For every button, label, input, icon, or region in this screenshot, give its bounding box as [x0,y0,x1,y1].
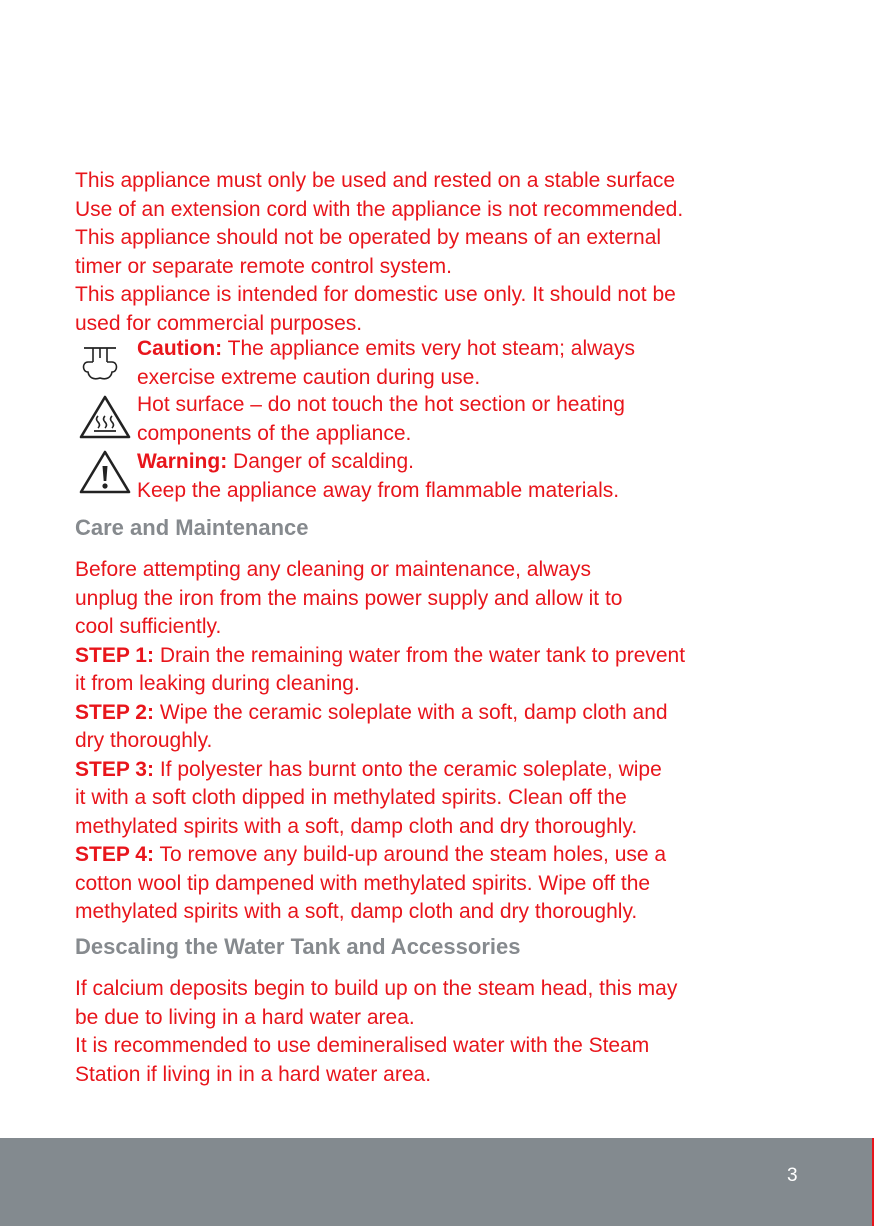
care-intro-line: Before attempting any cleaning or maintenance, always [75,558,591,581]
step-text: it with a soft cloth dipped in methylated spirits. Clean off the [75,786,627,809]
hot-surface-text: Hot surface – do not touch the hot section or heating [137,393,625,416]
descaling-line: If calcium deposits begin to build up on the steam head, this may [75,977,678,1000]
caution-label: Caution: [137,337,223,360]
step-text: cotton wool tip dampened with methylated spirits. Wipe off the [75,871,651,895]
caution-text: The appliance emits very hot steam; always [222,337,635,360]
intro-line: This appliance should not be operated by means of an external [75,226,662,249]
page-footer [0,1138,874,1226]
descaling-line: It is recommended to use demineralised water with the Steam [75,1034,650,1057]
intro-text [75,167,815,338]
step-label: STEP 4: [75,843,154,866]
steam-icon [80,345,120,385]
warning-icon [78,449,132,495]
caution-text: exercise extreme caution during use. [137,365,481,389]
warning-text: Danger of scalding. [227,450,414,473]
care-intro-line: cool sufficiently. [75,615,222,638]
step-text: To remove any build-up around the steam holes, use a [153,843,667,866]
descaling-line: Station if living in in a hard water area. [75,1062,432,1086]
step-label: STEP 1: [75,643,154,667]
step-label: STEP 3: [75,757,154,781]
intro-line: Use of an extension cord with the appliance is not recommended. [75,197,684,221]
descaling-line: be due to living in a hard water area. [75,1005,415,1029]
hot-surface-text: components of the appliance. [137,421,412,445]
warning-label: Warning: [137,450,228,473]
intro-line: used for commercial purposes. [75,311,363,335]
step-text: dry thoroughly. [75,729,213,752]
step-2 [75,699,815,728]
step-text: Drain the remaining water from the water tank to prevent [153,643,686,667]
step-text: methylated spirits with a soft, damp cloth and dry thoroughly. [75,900,638,923]
descaling-section [75,975,815,1089]
descaling-heading: Descaling the Water Tank and Accessories [75,934,521,959]
care-section [75,556,815,927]
step-1 [75,642,815,671]
hot-surface-notice [137,391,817,448]
step-label: STEP 2: [75,700,154,724]
care-intro-line: unplug the iron from the mains power supply and allow it to [75,586,623,610]
page-number: 3 [787,1165,798,1186]
warning-notice [137,448,817,505]
step-text: Wipe the ceramic soleplate with a soft, damp cloth and [153,700,668,724]
warning-text: Keep the appliance away from flammable materials. [137,478,620,502]
step-text: methylated spirits with a soft, damp cloth and dry thoroughly. [75,814,638,838]
step-text: it from leaking during cleaning. [75,672,360,695]
hot-surface-icon [78,394,132,440]
step-3 [75,756,815,785]
care-heading: Care and Maintenance [75,515,309,540]
step-4 [75,841,815,870]
intro-line: This appliance must only be used and rested on a stable surface [75,169,676,192]
step-text: If polyester has burnt onto the ceramic soleplate, wipe [153,757,662,781]
caution-notice [137,335,817,392]
intro-line: This appliance is intended for domestic use only. It should not be [75,283,676,306]
intro-line: timer or separate remote control system. [75,254,452,278]
